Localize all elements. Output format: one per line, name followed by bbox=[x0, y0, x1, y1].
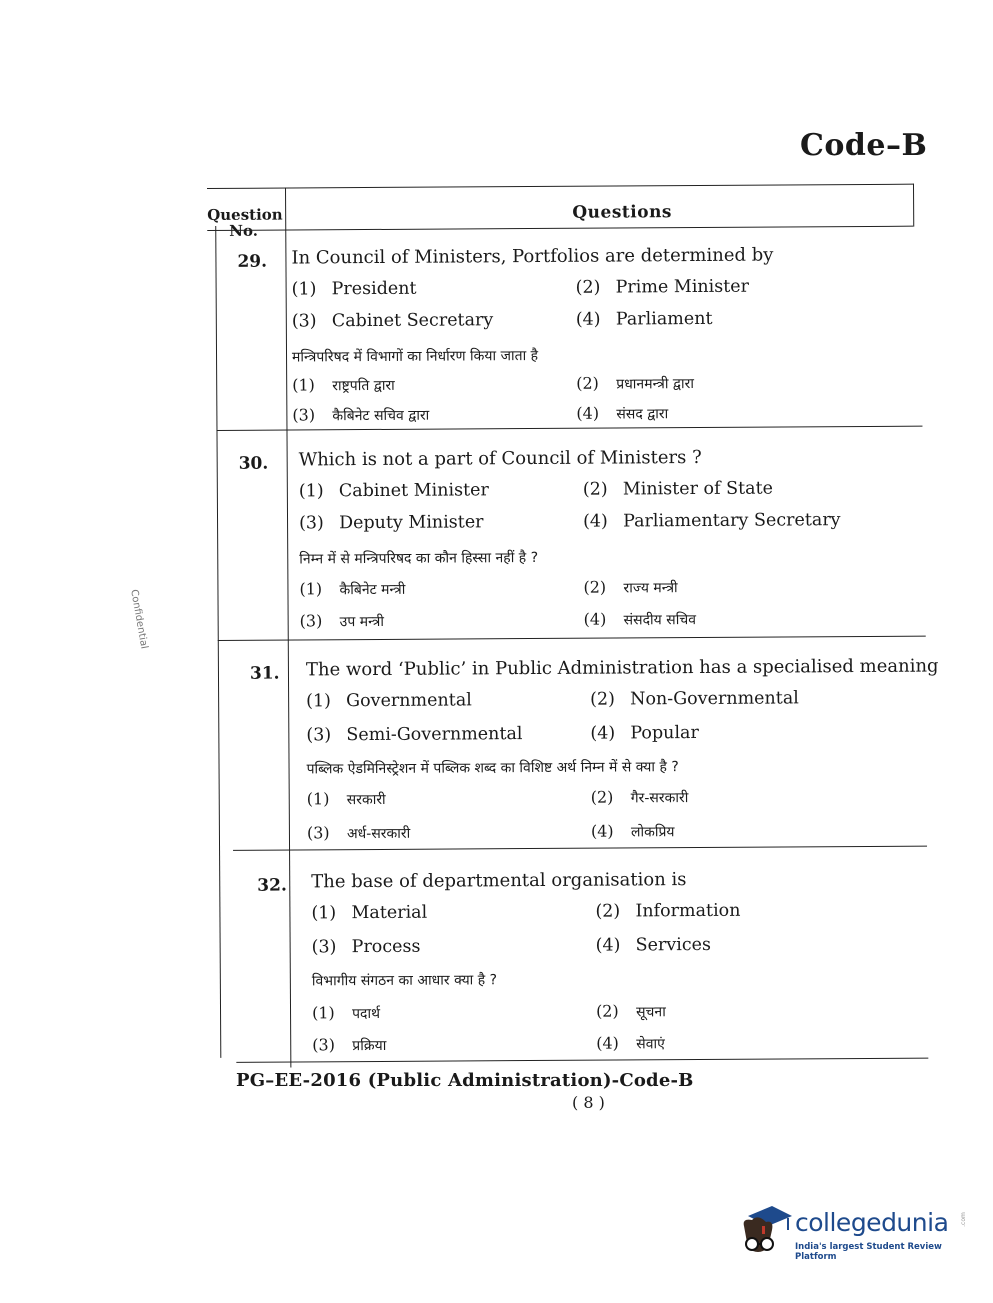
row-divider bbox=[236, 1058, 928, 1063]
hindi-option-1: (1) सरकारी bbox=[306, 789, 386, 809]
row-divider bbox=[218, 636, 926, 641]
column-header-question-no: Question No. bbox=[207, 205, 283, 240]
hindi-option-3: (3) प्रक्रिया bbox=[312, 1035, 387, 1055]
option-3: (3) Semi-Governmental bbox=[306, 724, 523, 746]
option-3: (3) Deputy Minister bbox=[298, 512, 484, 534]
page-number: ( 8 ) bbox=[572, 1093, 605, 1112]
option-1: (1) Governmental bbox=[306, 690, 472, 712]
hindi-option-3: (3) कैबिनेट सचिव द्वारा bbox=[292, 405, 430, 425]
question-29 bbox=[207, 236, 919, 425]
option-4: (4) Services bbox=[595, 934, 712, 956]
table-border-left bbox=[215, 226, 221, 1058]
hindi-option-1: (1) पदार्थ bbox=[311, 1003, 381, 1023]
question-number: 29. bbox=[237, 251, 268, 272]
option-2: (2) Non-Governmental bbox=[590, 688, 799, 710]
question-number: 32. bbox=[257, 875, 287, 896]
brand-dotcom: .com bbox=[959, 1212, 967, 1227]
hindi-option-4: (4) लोकप्रिय bbox=[590, 821, 675, 841]
hindi-option-2: (2) गैर-सरकारी bbox=[590, 787, 689, 807]
hindi-option-1: (1) राष्ट्रपति द्वारा bbox=[292, 375, 395, 395]
hindi-option-3: (3) अर्ध-सरकारी bbox=[306, 823, 411, 843]
confidential-stamp: Confidential bbox=[128, 588, 150, 650]
question-text: The word ‘Public’ in Public Administration has a specialised meaning bbox=[305, 655, 939, 681]
question-table bbox=[207, 184, 939, 1070]
question-31 bbox=[210, 648, 939, 843]
hindi-option-2: (2) प्रधानमन्त्री द्वारा bbox=[576, 373, 694, 393]
question-text-hindi: मन्त्रिपरिषद में विभागों का निर्धारण किया जाता है bbox=[291, 347, 539, 366]
question-text: In Council of Ministers, Portfolios are determined by bbox=[291, 244, 774, 269]
option-1: (1) Material bbox=[311, 902, 428, 924]
hindi-option-4: (4) संसदीय सचिव bbox=[583, 609, 697, 629]
option-2: (2) Prime Minister bbox=[575, 276, 750, 298]
question-text-hindi: विभागीय संगठन का आधार क्या है ? bbox=[311, 972, 498, 990]
row-divider bbox=[233, 846, 927, 851]
table-column-divider bbox=[285, 188, 291, 1068]
question-30 bbox=[209, 438, 921, 631]
paper-code: Code–B bbox=[800, 128, 928, 163]
option-4: (4) Parliament bbox=[575, 308, 713, 330]
column-header-questions: Questions bbox=[572, 202, 673, 223]
hindi-option-3: (3) उप मन्त्री bbox=[299, 611, 385, 631]
hindi-option-4: (4) सेवाएं bbox=[596, 1033, 665, 1053]
option-4: (4) Parliamentary Secretary bbox=[582, 510, 841, 532]
option-3: (3) Process bbox=[311, 936, 421, 958]
hindi-option-2: (2) राज्य मन्त्री bbox=[583, 577, 678, 597]
option-2: (2) Minister of State bbox=[582, 478, 774, 500]
option-1: (1) President bbox=[291, 278, 417, 300]
brand-name: collegedunia bbox=[795, 1208, 949, 1237]
option-4: (4) Popular bbox=[590, 723, 699, 744]
hindi-option-1: (1) कैबिनेट मन्त्री bbox=[299, 579, 406, 599]
question-text-hindi: पब्लिक ऐडमिनिस्ट्रेशन में पब्लिक शब्द का विशिष्ट अर्थ निम्न में से क्या है ? bbox=[306, 759, 679, 778]
option-1: (1) Cabinet Minister bbox=[298, 480, 489, 502]
brand-tagline: India's largest Student Review Platform bbox=[795, 1242, 942, 1262]
hindi-option-4: (4) संसद द्वारा bbox=[576, 403, 669, 423]
table-header bbox=[207, 184, 914, 240]
brand-logo bbox=[738, 1200, 968, 1260]
question-32 bbox=[211, 860, 923, 1055]
question-text-hindi: निम्न में से मन्त्रिपरिषद का कौन हिस्सा नहीं है ? bbox=[299, 549, 539, 568]
option-3: (3) Cabinet Secretary bbox=[291, 310, 494, 332]
hindi-option-2: (2) सूचना bbox=[595, 1001, 666, 1021]
option-2: (2) Information bbox=[595, 900, 741, 922]
question-number: 31. bbox=[249, 663, 280, 684]
question-text: The base of departmental organisation is bbox=[311, 869, 687, 893]
mascot-icon bbox=[738, 1200, 794, 1260]
question-number: 30. bbox=[238, 453, 269, 474]
footer-title: PG–EE-2016 (Public Administration)-Code-B bbox=[236, 1070, 694, 1091]
row-divider bbox=[216, 426, 922, 431]
question-text: Which is not a part of Council of Ministers ? bbox=[298, 446, 702, 471]
